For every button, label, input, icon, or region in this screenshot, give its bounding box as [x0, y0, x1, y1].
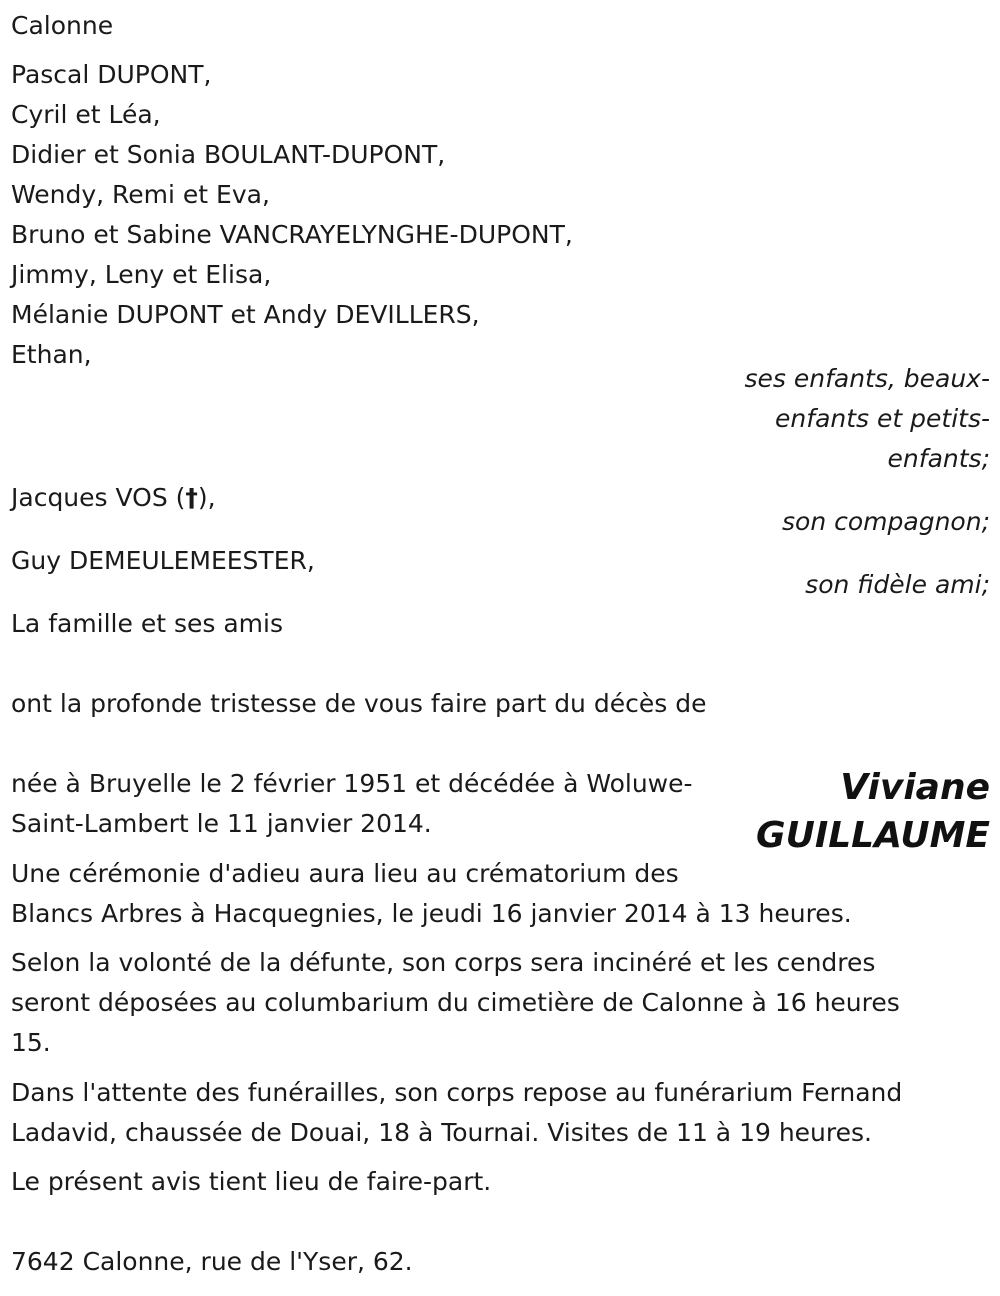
friend-name: Guy DEMEULEMEESTER,: [11, 546, 315, 575]
family-and-friends: La famille et ses amis: [11, 609, 283, 638]
family-role-line: enfants et petits-: [775, 404, 990, 433]
family-line: Mélanie DUPONT et Andy DEVILLERS,: [11, 300, 480, 329]
companion-role: son compagnon;: [782, 507, 990, 536]
birth-death-line: née à Bruyelle le 2 février 1951 et décédée à Woluwe-: [11, 769, 693, 798]
family-role-line: enfants;: [887, 444, 990, 473]
location-heading: Calonne: [11, 11, 114, 40]
family-line: Pascal DUPONT,: [11, 60, 212, 89]
cremation-line: seront déposées au columbarium du cimetière de Calonne à 16 heures: [11, 988, 900, 1017]
deceased-first-name: Viviane: [840, 767, 990, 808]
family-line: Jimmy, Leny et Elisa,: [11, 260, 272, 289]
family-role-line: ses enfants, beaux-: [744, 364, 990, 393]
family-line: Cyril et Léa,: [11, 100, 161, 129]
family-line: Didier et Sonia BOULANT-DUPONT,: [11, 140, 446, 169]
cremation-line: Selon la volonté de la défunte, son corps sera incinéré et les cendres: [11, 948, 876, 977]
companion-name: Jacques VOS (†),: [11, 478, 216, 518]
notice-text: Le présent avis tient lieu de faire-part.: [11, 1167, 492, 1196]
announcement-text: ont la profonde tristesse de vous faire part du décès de: [11, 689, 707, 718]
deceased-last-name: GUILLAUME: [756, 815, 990, 856]
birth-death-line: Saint-Lambert le 11 janvier 2014.: [11, 809, 432, 838]
cremation-line: 15.: [11, 1028, 51, 1057]
ceremony-line: Blancs Arbres à Hacquegnies, le jeudi 16 janvier 2014 à 13 heures.: [11, 899, 852, 928]
visitation-line: Dans l'attente des funérailles, son corps repose au funérarium Fernand: [11, 1078, 903, 1107]
cross-icon: †: [185, 483, 198, 512]
ceremony-line: Une cérémonie d'adieu aura lieu au crématorium des: [11, 859, 679, 888]
friend-role: son fidèle ami;: [805, 570, 990, 599]
deceased-name: [756, 764, 990, 860]
family-line: Bruno et Sabine VANCRAYELYNGHE-DUPONT,: [11, 220, 573, 249]
family-line: Ethan,: [11, 340, 92, 369]
visitation-line: Ladavid, chaussée de Douai, 18 à Tournai. Visites de 11 à 19 heures.: [11, 1118, 872, 1147]
address-text: 7642 Calonne, rue de l'Yser, 62.: [11, 1247, 413, 1276]
family-line: Wendy, Remi et Eva,: [11, 180, 270, 209]
